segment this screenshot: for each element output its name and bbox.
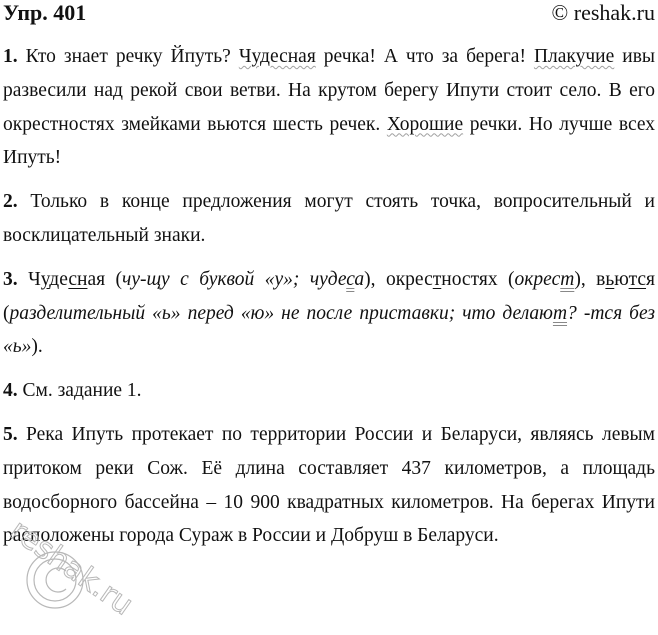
watermark-text: reshak.ru — [3, 512, 140, 623]
item-number: 1. — [3, 46, 18, 67]
text-segment: ивы развесили над рекой свои ветви. На крутом берегу Ипути стоит село. В его окрестностях змейками вьются шесть речек. — [3, 46, 655, 135]
explanation: ? -тся без «ь» — [3, 302, 655, 358]
double-underlined-letter: т — [552, 302, 568, 324]
item-number: 4. — [3, 380, 18, 402]
item-number: 2. — [3, 191, 18, 213]
page-header — [3, 0, 655, 30]
text-segment: я ( — [3, 268, 655, 324]
explanation: а — [354, 268, 365, 290]
text-segment: ). — [31, 336, 43, 358]
text-segment: ая ( — [87, 268, 123, 290]
text-segment: речки. Но лучше всех Ипуть! — [3, 113, 655, 169]
answer-item-3 — [3, 263, 655, 364]
underlined-letter: у — [40, 268, 50, 290]
exercise-title: Упр. 401 — [3, 0, 87, 25]
explanation: чу-щу с буквой «у»; чуде — [122, 268, 347, 290]
spellcheck-word: Хорошие — [386, 113, 464, 135]
answer-item-1 — [3, 40, 655, 175]
answer-item-2 — [3, 185, 655, 253]
item-text: См. задание 1. — [17, 380, 142, 402]
underlined-letter: тс — [628, 268, 647, 290]
text-segment: речка! А что за берега! — [315, 46, 534, 67]
answer-item-5 — [3, 418, 655, 553]
underlined-letter: сн — [68, 268, 88, 290]
spellcheck-word: Чудесная — [238, 46, 316, 67]
double-underlined-letter: т — [560, 268, 575, 290]
text-segment: ностях ( — [441, 268, 515, 290]
answer-item-4 — [3, 374, 655, 408]
text-segment: Кто знает речку Йпуть? — [17, 46, 239, 67]
text-segment: Ч — [17, 268, 41, 290]
copyright-label: © reshak.ru — [551, 0, 655, 25]
explanation: окрес — [514, 268, 561, 290]
item-text: Река Ипуть протекает по территории России и Беларуси, являясь левым притоком реки Сож. Её длина составляет 437 километров, а площадь водосборного бассейна – 10 900 квадратных километров. На берегах Ипути расположены города Сураж в России и Добруш в Беларуси. — [3, 423, 655, 547]
text-segment: ), окрес — [364, 268, 433, 290]
underlined-letter: т — [432, 268, 442, 290]
text-segment: ю — [614, 268, 629, 290]
text-segment: ), в — [574, 268, 606, 290]
item-number: 5. — [3, 423, 18, 445]
underlined-letter: ь — [605, 268, 615, 290]
double-underlined-letter: с — [346, 268, 355, 290]
spellcheck-word: Плакучие — [533, 46, 615, 67]
answer-content — [3, 40, 655, 563]
item-number: 3. — [3, 268, 18, 290]
explanation: разделительный «ь» перед «ю» не после приставки; что делаю — [9, 302, 553, 324]
item-text: Только в конце предложения могут стоять точка, вопросительный и восклицательный знаки. — [3, 191, 655, 246]
text-segment: де — [49, 268, 69, 290]
